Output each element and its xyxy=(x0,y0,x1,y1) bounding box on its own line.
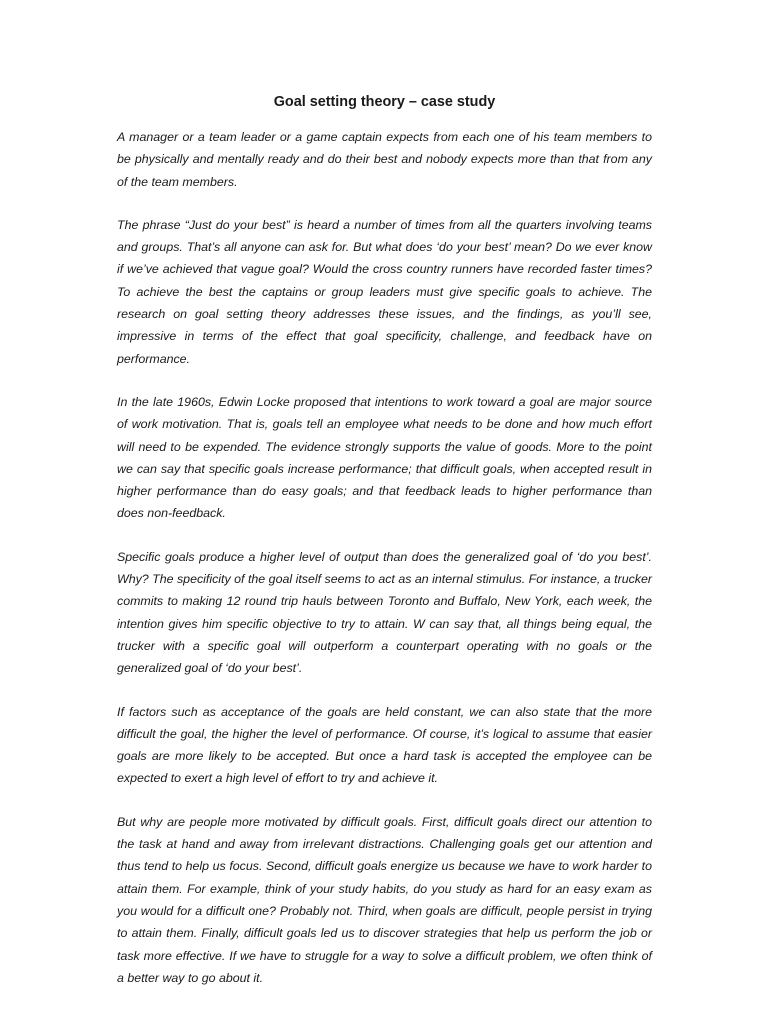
document-page xyxy=(117,92,652,1010)
paragraph-difficult-goals: If factors such as acceptance of the goals are held constant, we can also state that the more difficult the goal, the higher the level of performance. Of course, it’s logical to assume that easier goals are more likely to be accepted. But once a hard task is accepted the employee can be expected to exert a high level of effort to try and achieve it. xyxy=(117,704,652,786)
paragraph-do-your-best: The phrase “Just do your best” is heard a number of times from all the quarters involving teams and groups. That’s all anyone can ask for. But what does ‘do your best’ mean? Do we ever know if we’ve achieved that vague goal? Would the cross country runners have recorded faster times? To achieve the best the captains or group leaders must give specific goals to achieve. The research on goal setting theory addresses these issues, and the findings, as you’ll see, impressive in terms of the effect that goal specificity, challenge, and feedback have on performance. xyxy=(117,217,652,366)
paragraph-specific-goals: Specific goals produce a higher level of output than does the generalized goal of ‘do you best’. Why? The specificity of the goal itself seems to act as an internal stimulus. For instance, a trucker commits to making 12 round trip hauls between Toronto and Buffalo, New York, each week, the intention gives him specific objective to try to attain. W can say that, all things being equal, the trucker with a specific goal will outperform a counterpart operating with no goals or the generalized goal of ‘do your best’. xyxy=(117,549,652,676)
document-title: Goal setting theory – case study xyxy=(273,94,496,110)
paragraph-edwin-locke: In the late 1960s, Edwin Locke proposed that intentions to work toward a goal are major source of work motivation. That is, goals tell an employee what needs to be done and how much effort will need to be expended. The evidence strongly supports the value of goods. More to the point we can say that specific goals increase performance; that difficult goals, when accepted result in higher performance than do easy goals; and that feedback leads to higher performance than does non-feedback. xyxy=(117,394,652,521)
paragraph-why-motivated: But why are people more motivated by difficult goals. First, difficult goals direct our attention to the task at hand and away from irrelevant distractions. Challenging goals get our attention and thus tend to help us focus. Second, difficult goals energize us because we have to work harder to attain them. For example, think of your study habits, do you study as hard for an easy exam as you would for a difficult one? Probably not. Third, when goals are difficult, people persist in trying to attain them. Finally, difficult goals led us to discover strategies that help us perform the job or task more effective. If we have to struggle for a way to solve a difficult problem, we often think of a better way to go about it. xyxy=(117,814,652,985)
paragraph-intro: A manager or a team leader or a game captain expects from each one of his team members to be physically and mentally ready and do their best and nobody expects more than that from any of the team members. xyxy=(117,130,652,189)
